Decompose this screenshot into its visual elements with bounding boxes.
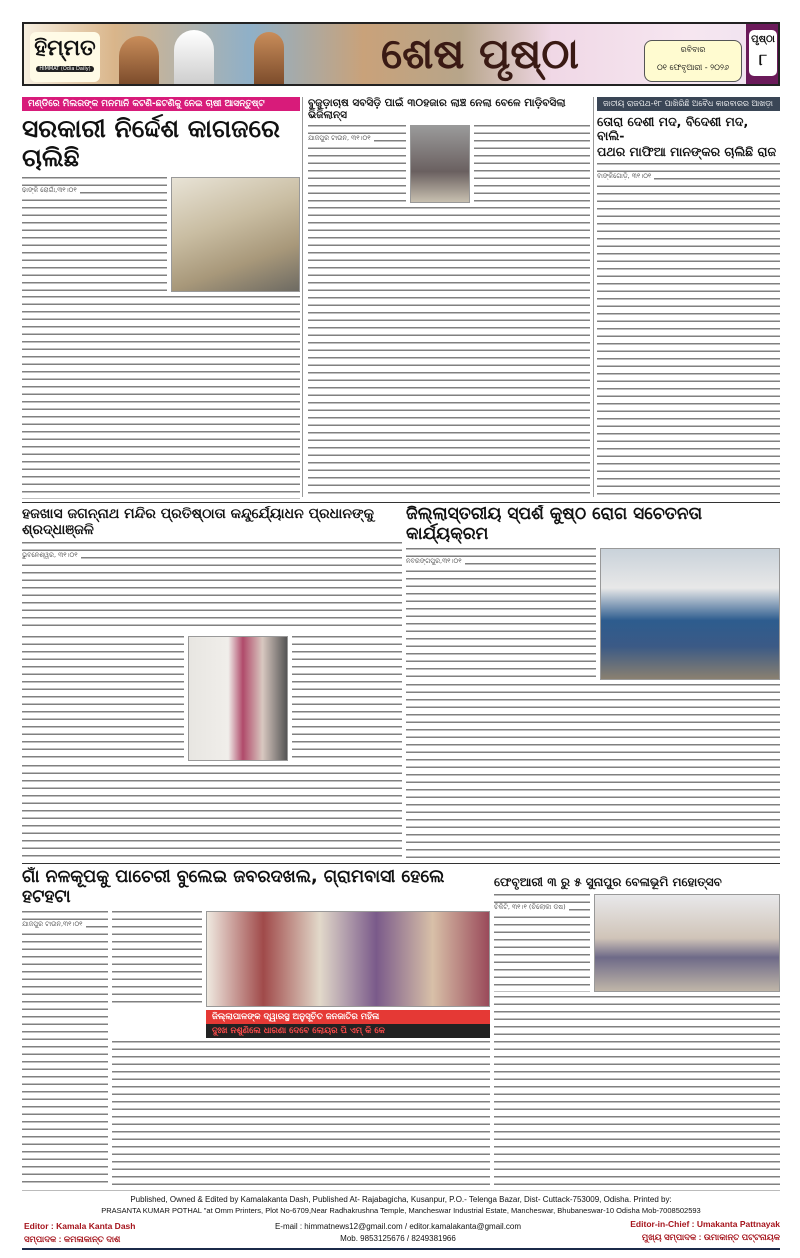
column-divider xyxy=(302,97,303,497)
women-petition-photo xyxy=(206,911,490,1007)
newspaper-logo: ହିମ୍ମତ HIMMAT (Odia Daily) xyxy=(30,32,100,82)
vigilance-body-cont xyxy=(308,207,590,499)
editor-en: Editor : Kamala Kanta Dash xyxy=(24,1221,136,1231)
mobile: Mob. 9853125676 / 8249381966 xyxy=(340,1234,456,1243)
temple-headline: ହଜଖାସ ଜଗନ୍ନାଥ ମନ୍ଦିର ପ୍ରତିଷ୍ଠାତା କନ୍ଦୁର୍ଯ୍ୟୋଧନ ପ୍ରଧାନଙ୍କୁ ଶ୍ରଦ୍ଧାଞ୍ଜଳି xyxy=(22,506,374,539)
printer-line: PRASANTA KUMAR POTHAL "at Omm Printers, Plot No-6709,Near Radhakrushna Temple, Mancheswar Industrial Estate, Mancheswar, Bhubaneswar-10 Odisha Mob-7008502593 xyxy=(101,1206,701,1215)
tubewell-body-2 xyxy=(112,911,202,1007)
vigilance-headline: ବୁଜୁଡ଼ାଚାଷ ସବସିଡ଼ି ପାଇଁ ୩୦ହଜାର ଲାଞ୍ଚ ନେଲା ବେଳେ ମାଡ଼ିବସିଲା ଭିଜିଲାନ୍ସ xyxy=(308,97,566,122)
accused-photo xyxy=(410,125,470,203)
festival-body-cont xyxy=(494,996,780,1185)
highway-kicker: ଜାତୀୟ ରାଜପଥ-୧୮ ପାଖିରିଛି ଅବୈଧ କାରବାରର ଆଖଡ଼ା xyxy=(597,97,780,111)
section-divider xyxy=(22,502,780,503)
vigilance-body: ଯାଜପୁର ଟାଉନ, ୩୧।୦୧ xyxy=(308,125,406,203)
temple-image xyxy=(254,32,284,86)
highway-body: ବାଙ୍କିଗୋଡ଼ି, ୩୧।୦୧ xyxy=(597,163,780,499)
temple-body-2 xyxy=(22,636,184,761)
rice-body-cont xyxy=(22,296,300,500)
masthead xyxy=(22,22,780,86)
date-box xyxy=(644,40,742,82)
column-divider xyxy=(593,97,594,497)
lamp-lighting-photo xyxy=(188,636,288,761)
temple-body-3 xyxy=(292,636,402,761)
tribal-body xyxy=(112,1041,490,1185)
tubewell-headline: ଗାଁ ନଳକୂପକୁ ପାଚେରୀ ବୁଲେଇ ଜବରଦଖଲ, ଗ୍ରାମବାସୀ ହେଲେ ହଟହଟା xyxy=(22,867,445,908)
rice-kicker: ମଣ୍ଡିରେ ମିଲରଙ୍କ ମନମାନି କଟଣି-ଛଟଣିକୁ ନେଇ ଚାଷୀ ଆସନ୍ତୁଷ୍ଟ xyxy=(22,97,300,111)
stupa-image xyxy=(174,30,214,86)
editor-or: ସମ୍ପାଦକ : କମଳାକାନ୍ତ ଦାଶ xyxy=(24,1234,121,1244)
rice-bags-photo xyxy=(171,177,300,292)
chief-editor-en: Editor-in-Chief : Umakanta Pattnayak xyxy=(630,1219,780,1229)
highway-headline-2: ପଥର ମାଫିଆ ମାନଙ୍କର ଚାଲିଛି ରାଜ xyxy=(597,143,777,159)
email[interactable]: E-mail : himmatnews12@gmail.com / editor.kamalakanta@gmail.com xyxy=(274,1222,522,1231)
festival-headline: ଫେବୃଆରୀ ୩ ରୁ ୫ ସୁନାପୁର ବେଳାଭୂମି ମହୋତ୍ସବ xyxy=(494,875,722,889)
footer-bottom-rule xyxy=(22,1248,780,1250)
date: ୦୧ ଫେବୃଆରୀ - ୨୦୨୬ xyxy=(657,63,729,72)
temple-body-cont xyxy=(22,765,402,860)
leprosy-body: ନବରଙ୍ଗପୁର,୩୧।୦୧ xyxy=(406,548,596,680)
page-number-tab: ପୃଷ୍ଠା ୮ xyxy=(746,24,780,84)
page-title: ଶେଷ ପୃଷ୍ଠା xyxy=(381,29,579,78)
publisher-line: Published, Owned & Edited by Kamalakanta Dash, Published At- Rajabagicha, Kusanpur, P.O.- Telenga Bazar, Dist- Cuttack-753009, Odisha. Printed by: xyxy=(130,1195,672,1204)
vigilance-article xyxy=(308,97,590,499)
leprosy-article xyxy=(406,505,780,860)
vigilance-body-2 xyxy=(474,125,590,203)
festival-article xyxy=(494,870,780,1185)
meeting-photo xyxy=(594,894,780,992)
section-divider xyxy=(22,863,780,864)
rice-body: ଢାଙ୍କି ରୋଗାଁ,୩୧।୦୧ xyxy=(22,177,167,292)
chief-editor-or: ମୁଖ୍ୟ ସମ୍ପାଦକ : ଉମାକାନ୍ତ ପଟ୍ଟନାୟକ xyxy=(641,1232,780,1242)
highway-headline-1: ତୋରା ଦେଶୀ ମଦ, ବିଦେଶୀ ମଦ, ବାଲି- xyxy=(597,114,749,144)
footer-divider xyxy=(22,1190,780,1191)
temple-image xyxy=(119,36,159,86)
tubewell-body: ଯାଜପୁର ଟାଉନ,୩୧।୦୧ xyxy=(22,911,108,1185)
temple-body: ଭୁବନେଶ୍ୱର, ୩୧।୦୧ xyxy=(22,542,402,632)
tribal-banner-1: ଜିଲ୍ଲାପାଳଙ୍କ ଦ୍ୱାରସ୍ଥ ଅନୁସୂଚିତ ଜନଜାତିର ମହିଳା xyxy=(206,1010,490,1024)
rice-article xyxy=(22,97,300,499)
day: ରବିବାର xyxy=(680,45,706,54)
tubewell-article xyxy=(22,867,490,1185)
tribal-banner-2: ଦୁଃଖ ନଶୁଣିଲେ ଧାରଣା ଦେବେ ଲୋୟର ପି ଏମ୍ କି କେ xyxy=(206,1024,490,1038)
temple-article xyxy=(22,506,402,860)
rice-headline: ସରକାରୀ ନିର୍ଦ୍ଦେଶ କାଗଜରେ ଚାଲିଛି xyxy=(22,114,280,172)
awareness-rally-photo xyxy=(600,548,780,680)
highway-article xyxy=(597,97,780,499)
leprosy-headline: ଜିଲ୍ଲାସ୍ତରୀୟ ସ୍ପର୍ଶ କୁଷ୍ଠ ରୋଗ ସଚେତନତା କାର୍ଯ୍ୟକ୍ରମ xyxy=(406,505,703,544)
leprosy-body-cont xyxy=(406,684,780,860)
festival-body: ଚିକିଟି, ୩୧।୧ (ଚିଲୋକା ଡଷ) xyxy=(494,894,590,992)
